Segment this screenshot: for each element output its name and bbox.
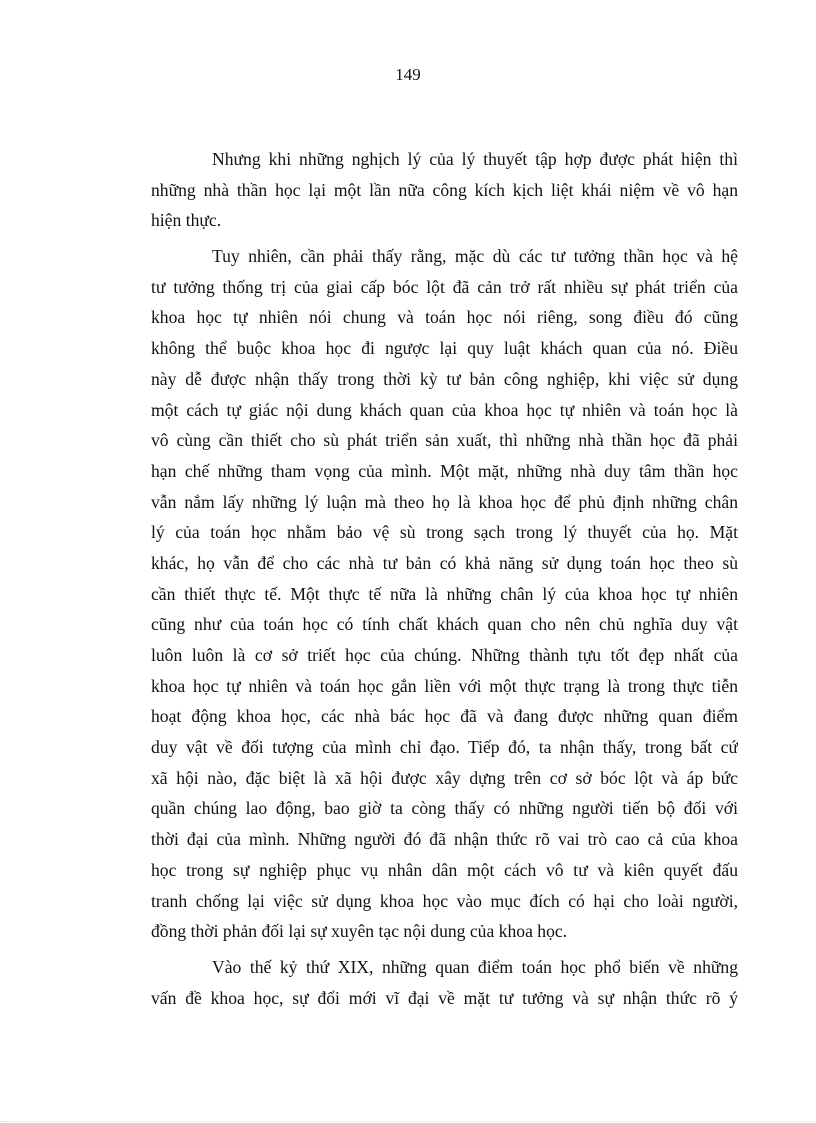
text-line: một cách tự giác nội dung khách quan của khoa học tự nhiên và toán học là [151, 399, 738, 420]
text-line: Tuy nhiên, cần phải thấy rằng, mặc dù các tư tưởng thần học và hệ [212, 246, 738, 267]
bottom-dotted-rule [0, 1121, 816, 1122]
paragraph-3 [151, 952, 738, 1013]
text-line: tư tưởng thống trị của giai cấp bóc lột đã cản trở rất nhiều sự phát triển của [151, 276, 738, 297]
text-line: này dễ được nhận thấy trong thời kỳ tư bản công nghiệp, khi việc sử dụng [151, 368, 738, 389]
text-line: đồng thời phản đối lại sự xuyên tạc nội dung của khoa học. [151, 921, 568, 942]
text-line: duy vật về đối tượng của mình chỉ đạo. Tiếp đó, ta nhận thấy, trong bất cứ [151, 737, 738, 758]
text-line: tranh chống lại việc sử dụng khoa học vào mục đích có hại cho loài người, [151, 890, 738, 911]
paragraph-1 [151, 144, 738, 236]
text-line: những nhà thần học lại một lần nữa công kích kịch liệt khái niệm về vô hạn [151, 179, 738, 200]
text-line: lý của toán học nhằm bảo vệ sù trong sạch trong lý thuyết của họ. Mặt [151, 522, 738, 543]
text-line: vẫn nắm lấy những lý luận mà theo họ là khoa học để phủ định những chân [151, 491, 738, 512]
text-line: khoa học tự nhiên nói chung và toán học nói riêng, song điều đó cũng [151, 307, 738, 328]
text-line: hiện thực. [151, 210, 222, 231]
text-line: Vào thế kỷ thứ XIX, những quan điểm toán học phổ biến về những [212, 956, 738, 977]
text-line: cần thiết thực tế. Một thực tế nữa là những chân lý của khoa học tự nhiên [151, 583, 738, 604]
body-text [151, 144, 738, 1013]
text-line: quần chúng lao động, bao giờ ta còng thấy có những người tiến bộ đối với [151, 798, 738, 819]
text-line: vô cùng cần thiết cho sù phát triển sản xuất, thì những nhà thần học đã phải [151, 430, 738, 451]
paragraph-2 [151, 241, 738, 947]
text-line: Nhưng khi những nghịch lý của lý thuyết tập hợp được phát hiện thì [212, 149, 738, 169]
page-number: 149 [395, 65, 421, 84]
text-line: hoạt động khoa học, các nhà bác học đã và đang được những quan điểm [151, 706, 738, 727]
text-line: luôn luôn là cơ sở triết học của chúng. Những thành tựu tốt đẹp nhất của [151, 645, 738, 665]
text-line: không thể buộc khoa học đi ngược lại quy luật khách quan của nó. Điều [151, 338, 738, 359]
text-line: khoa học tự nhiên và toán học gắn liền với một thực trạng là trong thực tiễn [151, 675, 738, 696]
text-line: xã hội nào, đặc biệt là xã hội được xây dựng trên cơ sở bóc lột và áp bức [151, 767, 738, 788]
text-line: thời đại của mình. Những người đó đã nhận thức rõ vai trò cao cả của khoa [151, 829, 738, 850]
text-line: cũng như của toán học có tính chất khách quan cho nên chủ nghĩa duy vật [151, 614, 738, 635]
text-line: khác, họ vẫn để cho các nhà tư bản có khả năng sử dụng toán học theo sù [151, 552, 738, 573]
text-line: học trong sự nghiệp phục vụ nhân dân một cách vô tư và kiên quyết đấu [151, 859, 738, 880]
text-line: hạn chế những tham vọng của mình. Một mặt, những nhà duy tâm thần học [151, 460, 738, 481]
text-line: vấn đề khoa học, sự đổi mới vĩ đại về mặt tư tưởng và sự nhận thức rõ ý [151, 987, 738, 1008]
